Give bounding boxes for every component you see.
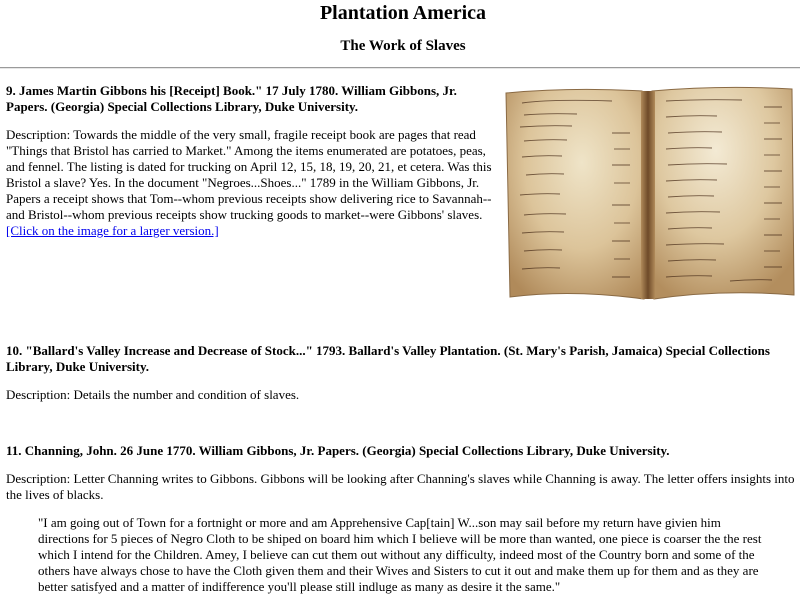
- item-11-citation: 11. Channing, John. 26 June 1770. William Gibbons, Jr. Papers. (Georgia) Special Collections Library, Duke University.: [6, 443, 670, 458]
- item-9-citation: 9. James Martin Gibbons his [Receipt] Book." 17 July 1780. William Gibbons, Jr. Papers. (Georgia) Special Collections Library, Duke University.: [6, 83, 457, 114]
- item-9-link-line: [6, 223, 494, 239]
- larger-version-link[interactable]: [Click on the image for a larger version.]: [6, 223, 219, 238]
- page-title: Plantation America: [319, 2, 487, 24]
- receipt-book-image-link[interactable]: [502, 83, 797, 303]
- item-11-quote: "I am going out of Town for a fortnight or more and am Apprehensive Cap[tain] W...son may sail before my return have givien him directions for 5 pieces of Negro Cloth to be shiped on board him which I believe will be more than wanted, one piece is coarser the the rest which I intend for the Children. Amey, I believe can cut them out without any difficulty, indeed most of the Country born and some of the others have always chose to have the Cloth given them and their Wives and Sisters to cut it out and make them up for them and as they are better satisfyed and a matter of indifference you'll please still indluge as many as desire it the same.": [38, 515, 762, 594]
- item-10-description: Description: Details the number and condition of slaves.: [6, 387, 300, 402]
- divider: [0, 67, 800, 69]
- item-9-description: Description: Towards the middle of the very small, fragile receipt book are pages that read "Things that Bristol has carried to Market." Among the items enumerated are potatoes, peas, and fennel. The listing is dated for trucking on April 12, 15, 18, 19, 20, 21, et cetera. Was this Bristol a slave? Yes. In the document "Negroes...Shoes..." 1789 in the William Gibbons, Jr. Papers a receipt shows that Tom--whom previous receipts show delivering rice to Savannah--and Bristol--whom previous receipts show trucking goods to market--were Gibbons' slaves.: [6, 127, 492, 222]
- item-11-description: Description: Letter Channing writes to Gibbons. Gibbons will be looking after Channing's slaves while Channing is away. The letter offers insights into the lives of blacks.: [6, 471, 795, 502]
- item-10-citation: 10. "Ballard's Valley Increase and Decrease of Stock..." 1793. Ballard's Valley Plantation. (St. Mary's Parish, Jamaica) Special Collections Library, Duke University.: [6, 343, 770, 374]
- page-subtitle: The Work of Slaves: [340, 38, 466, 54]
- receipt-book-image: [502, 83, 797, 303]
